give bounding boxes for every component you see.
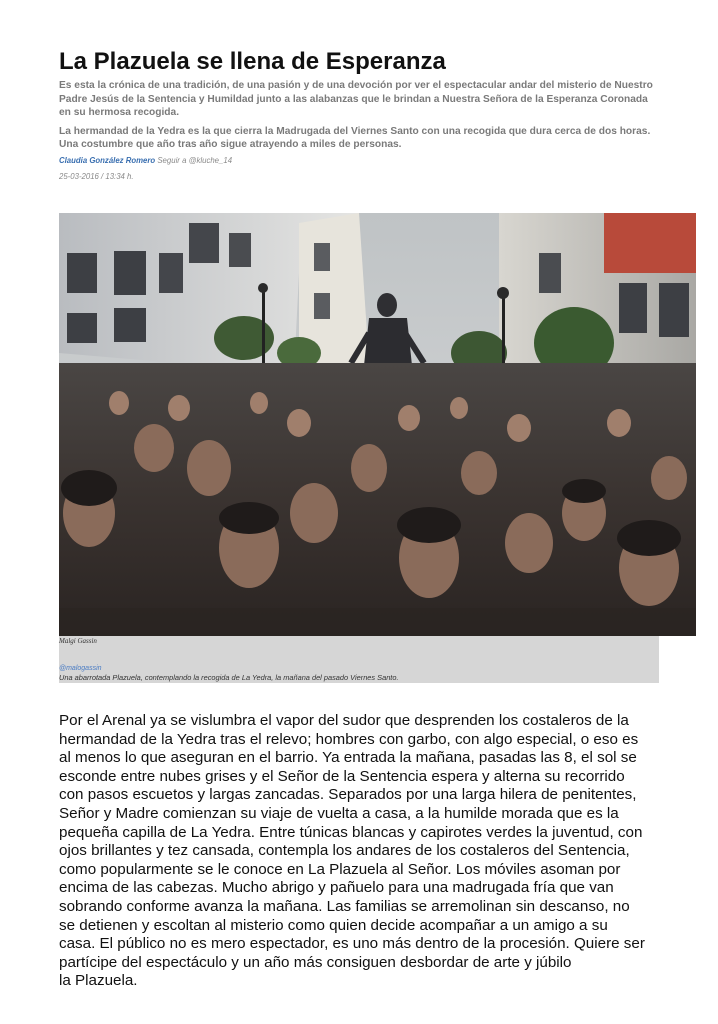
body-line: casa. El público no es mero espectador, es uno más dentro de la procesión. Quiere ser [59,935,645,953]
body-line: con pasos escuetos y largas zancadas. Separados por una larga hilera de penitentes, [59,786,637,804]
article-headline: La Plazuela se llena de Esperanza [59,48,446,75]
body-line: sobrando conforme avanza la mañana. Las familias se arremolinan sin descanso, no [59,897,630,915]
body-line: Por el Arenal ya se vislumbra el vapor del sudor que desprenden los costaleros de la [59,712,629,729]
body-line: se detienen y escoltan al misterio como quien decide acompañar a un amigo a su [59,916,608,934]
body-line: partícipe del espectáculo y un año más consiguen desbordar de arte y júbilo [59,953,572,971]
photographer-handle-link[interactable]: @malogassin [59,665,102,672]
photo-caption: Una abarrotada Plazuela, contemplando la recogida de La Yedra, la mañana del pasado Viernes Santo. [59,673,399,682]
body-line: hermandad de la Yedra tras el relevo; hombres con garbo, con algo especial, o eso es [59,730,639,748]
body-line: encima de las cabezas. Mucho abrigo y pañuelo para una madrugada fría que van [59,879,614,897]
article-standfirst [59,79,659,157]
publish-date: 25-03-2016 / 13:34 h. [59,172,134,181]
body-line: pequeña capilla de La Yedra. Entre túnicas blancas y capirotes verdes la juventud, con [59,823,643,841]
body-line: la Plazuela. [59,972,138,990]
body-line: esconde entre nubes grises y el Señor de la Sentencia espera y alterna su recorrido [59,767,625,785]
article-body [59,712,659,991]
body-line: Señor y Madre comienzan su viaje de vuelta a casa, a la humilde morada que es la [59,804,619,822]
standfirst-paragraph: Es esta la crónica de una tradición, de una pasión y de una devoción por ver el espectacular andar del misterio de Nuestro Padre Jesús de la Sentencia y Humildad junto a las alabanzas que le brindan a Nuestra Señora de la Esperanza Coronada en su hermosa recogida. [59,80,653,119]
article-photo [59,213,696,636]
photo-credit: Malgi Gassin [59,637,97,645]
follow-author-link[interactable]: Seguir a @kluche_14 [157,156,233,165]
standfirst-paragraph: La hermandad de la Yedra es la que cierra la Madrugada del Viernes Santo con una recogida que dura cerca de dos horas. Una costumbre que año tras año sigue atrayendo a miles de personas. [59,125,651,151]
body-line: como popularmente se le conoce en La Plazuela al Señor. Los móviles asoman por [59,860,621,878]
author-link[interactable]: Claudia González Romero [59,156,156,165]
byline [59,155,232,166]
body-line: al menos lo que aseguran en el barrio. Ya entrada la mañana, pasadas las 8, el sol se [59,749,637,767]
body-line: ojos brillantes y tez cansada, contempla los andares de los costaleros del Sentencia, [59,842,630,860]
